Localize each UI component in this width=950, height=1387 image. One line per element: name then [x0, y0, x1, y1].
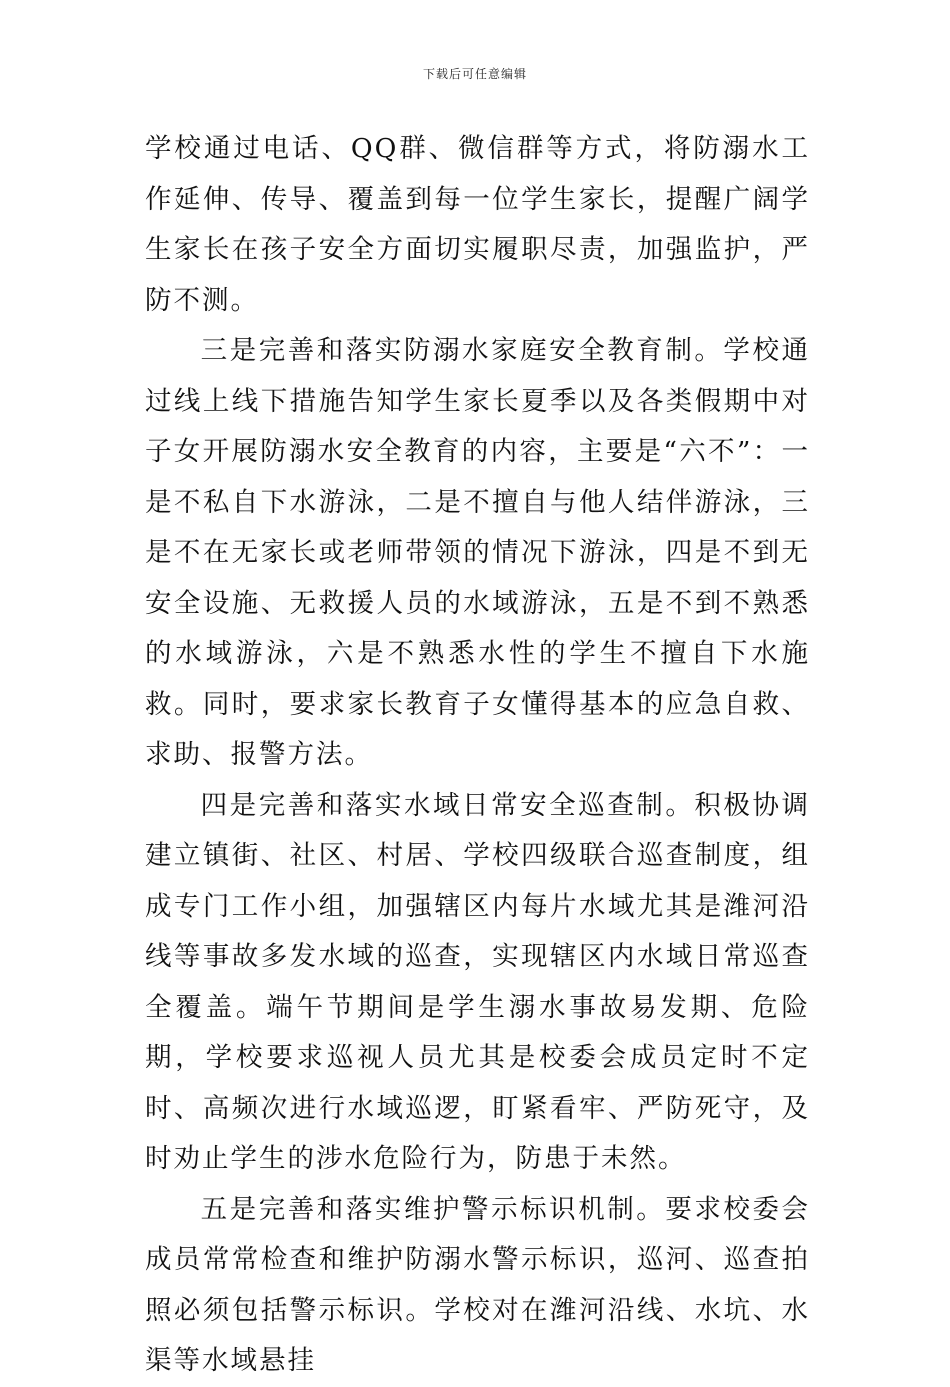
paragraph-parent-communication: 学校通过电话、QQ群、微信群等方式，将防溺水工作延伸、传导、覆盖到每一位学生家长，提醒广阔学生家长在孩子安全方面切实履职尽责，加强监护，严防不测。	[145, 133, 810, 316]
document-body	[145, 124, 810, 1387]
paragraph-warning-signs: 五是完善和落实维护警示标识机制。要求校委会成员常常检查和维护防溺水警示标识，巡河、巡查拍照必须包括警示标识。学校对在潍河沿线、水坑、水渠等水域悬挂	[145, 1193, 810, 1376]
paragraph-family-education: 三是完善和落实防溺水家庭安全教育制。学校通过线上线下措施告知学生家长夏季以及各类假期中对子女开展防溺水安全教育的内容，主要是“六不”：一是不私自下水游泳，二是不擅自与他人结伴游泳，三是不在无家长或老师带领的情况下游泳，四是不到无安全设施、无救援人员的水域游泳，五是不到不熟悉的水域游泳，六是不熟悉水性的学生不擅自下水施救。同时，要求家长教育子女懂得基本的应急自救、求助、报警方法。	[145, 335, 810, 770]
paragraph-water-patrol: 四是完善和落实水域日常安全巡查制。积极协调建立镇街、社区、村居、学校四级联合巡查制度，组成专门工作小组，加强辖区内每片水域尤其是潍河沿线等事故多发水域的巡查，实现辖区内水域日常巡查全覆盖。端午节期间是学生溺水事故易发期、危险期，学校要求巡视人员尤其是校委会成员定时不定时、高频次进行水域巡逻，盯紧看牢、严防死守，及时劝止学生的涉水危险行为，防患于未然。	[145, 789, 810, 1174]
header-note: 下载后可任意编辑	[422, 67, 527, 81]
